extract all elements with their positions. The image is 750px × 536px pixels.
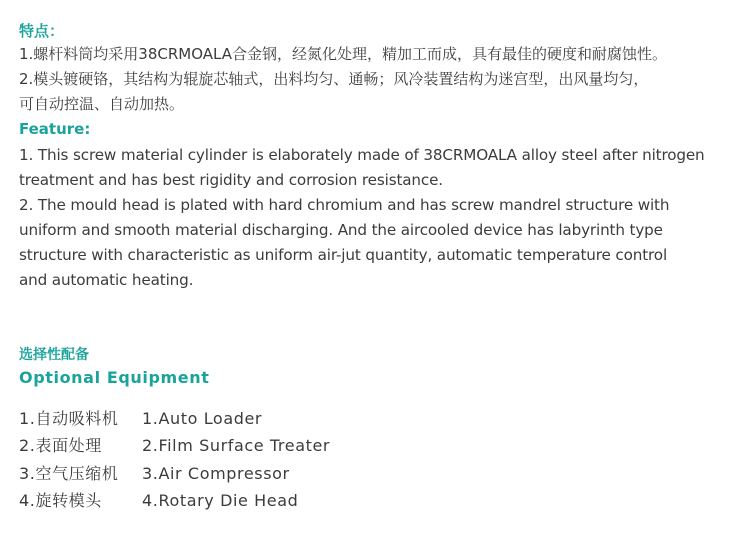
- features-en-line-2: treatment and has best rigidity and corrosion resistance.: [19, 171, 443, 189]
- features-en-line-6: and automatic heating.: [19, 271, 194, 289]
- features-cn-line-2: 2.模头镀硬铬，其结构为辊旋芯轴式，出料均匀、通畅；风冷装置结构为迷宫型，出风量均匀，: [19, 70, 649, 88]
- features-en-title: Feature:: [19, 120, 91, 138]
- optional-item-en-4: 4.Rotary Die Head: [142, 491, 299, 510]
- features-en-line-4: uniform and smooth material discharging. And the aircooled device has labyrinth type: [19, 221, 663, 239]
- features-en-line-3: 2. The mould head is plated with hard chromium and has screw mandrel structure with: [19, 196, 670, 214]
- optional-item-cn-3: 3.空气压缩机: [19, 464, 119, 483]
- optional-item-en-2: 2.Film Surface Treater: [142, 436, 331, 455]
- optional-item-cn-1: 1.自动吸料机: [19, 409, 119, 428]
- optional-item-cn-4: 4.旋转模头: [19, 491, 102, 510]
- optional-title-cn: 选择性配备: [19, 347, 89, 363]
- features-cn-line-3: 可自动控温、自动加热。: [19, 95, 185, 113]
- features-en-line-1: 1. This screw material cylinder is elaboratelу made of 38CRMOALA alloy steel after nitrogen: [19, 146, 705, 164]
- optional-item-en-1: 1.Auto Loader: [142, 409, 263, 428]
- optional-title-en: Optional Equipment: [19, 368, 210, 387]
- features-en-line-5: structure with characteristic as uniform air-jut quantity, automatic temperature control: [19, 246, 668, 264]
- optional-item-en-3: 3.Air Compressor: [142, 464, 290, 483]
- features-cn-line-1: 1.螺杆料筒均采用38CRMOALA合金钢，经氮化处理，精加工而成，具有最佳的硬度和耐腐蚀性。: [19, 45, 668, 63]
- features-cn-title: 特点：: [19, 22, 65, 40]
- optional-item-cn-2: 2.表面处理: [19, 436, 102, 455]
